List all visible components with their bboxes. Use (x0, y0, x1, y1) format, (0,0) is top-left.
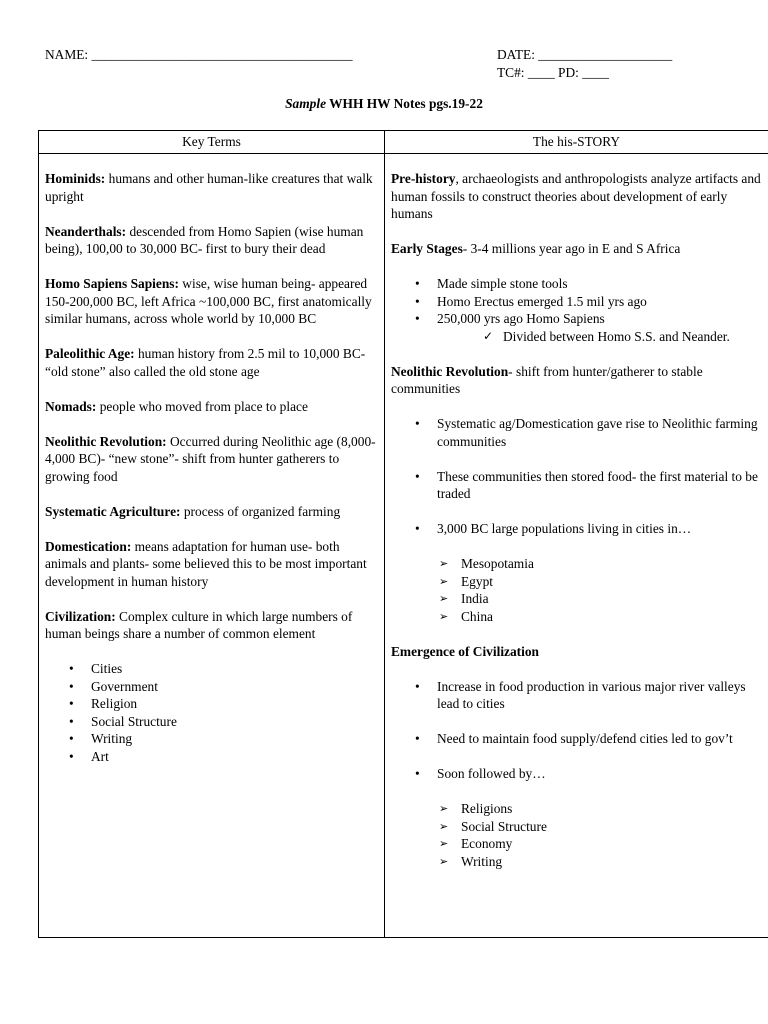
key-term-label: Domestication: (45, 538, 132, 554)
list-item: • Homo Erectus emerged 1.5 mil yrs ago (415, 293, 762, 311)
list-item (415, 310, 762, 345)
key-term-label: Paleolithic Age: (45, 346, 135, 361)
key-term-definition: Occurred during Neolithic age (8,000-4,000 BC)- “new stone”- shift from hunter gatherers to growing food (45, 433, 376, 484)
key-term-label: Homo Sapiens Sapiens: (45, 276, 179, 291)
prehistory-text: , archaeologists and anthropologists analyze artifacts and human fossils to construct theories about development of early humans (391, 171, 761, 221)
key-term-entry (45, 608, 378, 643)
list-item: ➢ Religions (439, 800, 762, 818)
list-item-text: 250,000 yrs ago Homo Sapiens (437, 311, 605, 326)
key-term-entry (45, 345, 378, 380)
key-term-label: Neolithic Revolution: (45, 433, 167, 449)
neolithic-heading: Neolithic Revolution (391, 363, 509, 379)
history-column (385, 154, 768, 938)
name-field: NAME: _______________________________________ (45, 47, 353, 62)
list-item: • Increase in food production in various major river valleys lead to cities (415, 678, 762, 713)
title-text: WHH HW Notes pgs.19-22 (326, 96, 483, 111)
key-term-label: Nomads: (45, 398, 97, 414)
emergence-heading-paragraph (391, 643, 762, 661)
list-item: • Cities (69, 660, 378, 678)
list-item: ➢ Writing (439, 853, 762, 871)
key-term-definition: descended from Homo Sapien (wise human being), 100,00 to 30,000 BC- first to bury their dead (45, 223, 364, 256)
key-term-entry (45, 503, 378, 521)
checked-sublist (437, 328, 762, 346)
list-item: ➢ Mesopotamia (439, 555, 762, 573)
history-header: The his-STORY (385, 131, 768, 154)
key-term-entry (45, 223, 378, 258)
key-terms-list (45, 170, 378, 643)
early-stages-text: - 3-4 millions year ago in E and S Africa (462, 241, 681, 256)
neolithic-paragraph (391, 363, 762, 398)
list-item: • Soon followed by… (415, 765, 762, 783)
key-term-entry (45, 275, 378, 328)
key-term-definition: human history from 2.5 mil to 10,000 BC- “old stone” also called the old stone age (45, 346, 366, 379)
list-item: • 3,000 BC large populations living in cities in… (415, 520, 762, 538)
key-term-entry (45, 538, 378, 591)
title-sample: Sample (285, 96, 327, 111)
key-term-definition: means adaptation for human use- both animals and plants- some believed this to be most important development in human history (45, 538, 367, 589)
list-item: • Need to maintain food supply/defend cities led to gov’t (415, 730, 762, 748)
page-title (0, 95, 768, 113)
prehistory-heading: Pre-history (391, 171, 456, 186)
check-item: ✓ Divided between Homo S.S. and Neander. (483, 328, 762, 346)
key-term-label: Hominids: (45, 171, 106, 186)
key-terms-column (39, 154, 385, 938)
list-item: • Systematic ag/Domestication gave rise to Neolithic farming communities (415, 415, 762, 450)
list-item: ➢ Egypt (439, 573, 762, 591)
early-stages-paragraph (391, 240, 762, 258)
key-term-entry (45, 398, 378, 416)
key-term-label: Systematic Agriculture: (45, 503, 181, 519)
neolithic-text: - shift from hunter/gatherer to stable communities (391, 363, 703, 396)
emergence-list (391, 678, 762, 783)
early-stages-heading: Early Stages (391, 241, 463, 256)
list-item: ➢ Social Structure (439, 818, 762, 836)
neolithic-list (391, 415, 762, 538)
list-item: • Government (69, 678, 378, 696)
prehistory-paragraph (391, 170, 762, 223)
list-item: • Religion (69, 695, 378, 713)
list-item: ➢ China (439, 608, 762, 626)
date-field: DATE: ____________________ (497, 47, 673, 62)
list-item: ➢ India (439, 590, 762, 608)
list-item: • Social Structure (69, 713, 378, 731)
early-stages-list (391, 275, 762, 345)
list-item: • Made simple stone tools (415, 275, 762, 293)
list-item: • Writing (69, 730, 378, 748)
tc-period-field: TC#: ____ PD: ____ (497, 65, 609, 80)
key-term-definition: wise, wise human being- appeared 150-200,000 BC, left Africa ~100,000 BC, first anatomically similar humans, across whole world by 10,000 BC (45, 276, 372, 326)
regions-list (391, 555, 762, 625)
key-term-entry (45, 433, 378, 486)
civilization-elements-list (45, 660, 378, 765)
followed-by-list (391, 800, 762, 870)
emergence-heading: Emergence of Civilization (391, 643, 540, 659)
notes-table (38, 130, 768, 938)
key-term-definition: Complex culture in which large numbers of human beings share a number of common element (45, 608, 353, 641)
key-term-definition: people who moved from place to place (96, 398, 308, 414)
list-item: ➢ Economy (439, 835, 762, 853)
key-term-label: Civilization: (45, 608, 116, 624)
key-term-label: Neanderthals: (45, 223, 127, 239)
key-term-definition: humans and other human-like creatures that walk upright (45, 171, 373, 204)
key-term-entry (45, 170, 378, 205)
key-terms-header: Key Terms (39, 131, 385, 154)
list-item: • These communities then stored food- the first material to be traded (415, 468, 762, 503)
list-item: • Art (69, 748, 378, 766)
key-term-definition: process of organized farming (180, 503, 341, 519)
